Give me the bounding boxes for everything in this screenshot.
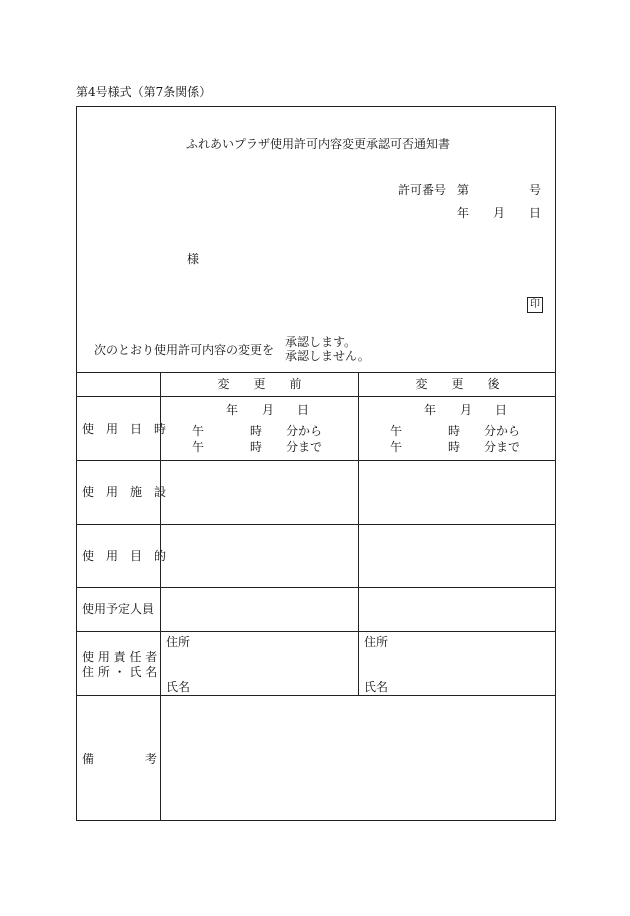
table-top-line <box>76 372 556 373</box>
before-date-day: 日 <box>297 403 310 417</box>
row-line-purpose <box>76 587 556 588</box>
row-label-remarks-left: 備 <box>82 752 95 766</box>
after-date-month: 月 <box>460 403 473 417</box>
after-date-day: 日 <box>495 403 508 417</box>
document-title: ふれあいプラザ使用許可内容変更承認可否通知書 <box>186 137 451 151</box>
row-label-purpose: 使 用 目 的 <box>82 549 167 563</box>
notice-text: 次のとおり使用許可内容の変更を <box>94 343 275 357</box>
before-from-ampm: 午 <box>192 424 205 438</box>
notice-date-month: 月 <box>493 206 506 220</box>
row-line-responsible <box>76 695 556 696</box>
after-until-hour: 時 <box>448 440 461 454</box>
before-address-label: 住所 <box>166 635 191 649</box>
after-address-label: 住所 <box>364 635 389 649</box>
before-until-hour: 時 <box>250 440 263 454</box>
form-number: 第4号様式（第7条関係） <box>76 85 212 99</box>
permit-number-prefix: 第 <box>457 183 470 197</box>
after-date-year: 年 <box>424 403 437 417</box>
row-label-responsible-line1: 使 用 責 任 者 <box>82 650 158 664</box>
notice-date-year: 年 <box>457 206 470 220</box>
row-label-datetime: 使 用 日 時 <box>82 422 167 436</box>
after-from-minute: 分から <box>484 424 521 438</box>
row-label-remarks-right: 考 <box>145 752 158 766</box>
before-from-hour: 時 <box>250 424 263 438</box>
option-approve: 承認します。 <box>285 335 357 349</box>
before-from-minute: 分から <box>286 424 323 438</box>
after-from-hour: 時 <box>448 424 461 438</box>
before-date-year: 年 <box>226 403 239 417</box>
header-after: 変 更 後 <box>415 377 500 391</box>
addressee-suffix: 様 <box>187 252 200 266</box>
option-reject: 承認しません。 <box>285 349 370 363</box>
notice-date-day: 日 <box>529 206 542 220</box>
row-label-facility: 使 用 施 設 <box>82 485 167 499</box>
before-until-minute: 分まで <box>286 440 323 454</box>
seal-mark: 印 <box>527 297 543 313</box>
row-label-planned-people: 使用予定人員 <box>82 602 155 616</box>
column-line-before-after <box>358 372 359 695</box>
before-until-ampm: 午 <box>192 440 205 454</box>
after-name-label: 氏名 <box>364 680 389 694</box>
header-before: 変 更 前 <box>217 377 302 391</box>
after-until-minute: 分まで <box>484 440 521 454</box>
before-date-month: 月 <box>262 403 275 417</box>
column-line-label <box>160 372 161 821</box>
permit-number-label: 許可番号 <box>398 183 447 197</box>
form-frame <box>76 106 556 821</box>
row-label-responsible-line2: 住 所 ・ 氏 名 <box>82 665 158 679</box>
row-line-facility <box>76 524 556 525</box>
row-line-datetime <box>76 460 556 461</box>
after-until-ampm: 午 <box>390 440 403 454</box>
permit-number-suffix: 号 <box>529 183 542 197</box>
row-line-people <box>76 631 556 632</box>
header-bottom-line <box>76 396 556 397</box>
before-name-label: 氏名 <box>166 680 191 694</box>
after-from-ampm: 午 <box>390 424 403 438</box>
